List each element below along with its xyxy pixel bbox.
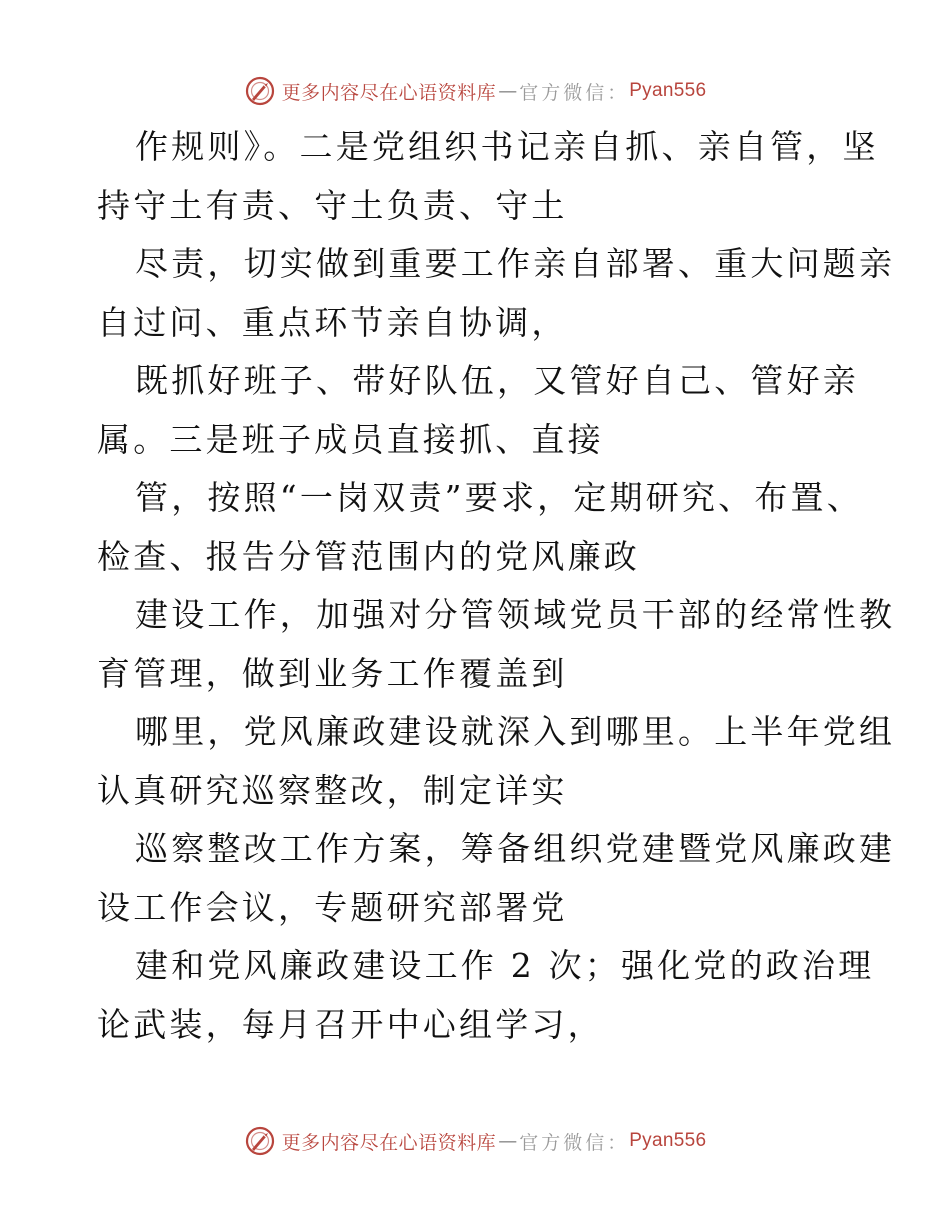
paragraph-3-line-1: 既抓好班子、带好队伍，又管好自己、管好亲 <box>135 361 859 400</box>
pen-nib-circle-icon <box>244 75 276 107</box>
paragraph-1-line-1: 作规则》。二是党组织书记亲自抓、亲自管，坚 <box>135 127 879 166</box>
footer-watermark <box>0 1124 950 1158</box>
watermark-account-id: Pyan556 <box>629 1130 707 1151</box>
paragraph-1-line-2: 持守土有责、守土负责、守土 <box>97 185 568 225</box>
watermark-main-text: 更多内容尽在心语资料库 <box>281 1131 497 1154</box>
paragraph-3-line-2: 属。三是班子成员直接抓、直接 <box>97 419 604 459</box>
paragraph-7-line-1: 巡察整改工作方案，筹备组织党建暨党风廉政建 <box>135 829 896 868</box>
paragraph-5 <box>97 586 896 703</box>
document-body <box>97 118 896 1054</box>
paragraph-7 <box>97 820 896 937</box>
watermark-official-label: 官方微信： <box>519 1131 630 1154</box>
paragraph-5-line-1: 建设工作，加强对分管领域党员干部的经常性教 <box>135 595 896 634</box>
paragraph-6-line-2: 认真研究巡察整改，制定详实 <box>97 770 568 810</box>
watermark-official-label: 官方微信： <box>519 81 630 104</box>
paragraph-6-line-1: 哪里，党风廉政建设就深入到哪里。上半年党组 <box>135 712 896 751</box>
paragraph-2-line-1: 尽责，切实做到重要工作亲自部署、重大问题亲 <box>135 244 896 283</box>
paragraph-8 <box>97 937 875 1054</box>
paragraph-4 <box>97 469 863 586</box>
paragraph-7-line-2: 设工作会议，专题研究部署党 <box>97 887 568 927</box>
header-watermark <box>0 74 950 108</box>
paragraph-3 <box>97 352 857 469</box>
paragraph-2 <box>97 235 896 352</box>
watermark-main-text: 更多内容尽在心语资料库 <box>281 81 497 104</box>
pen-nib-circle-icon <box>244 1125 276 1157</box>
watermark-separator: — <box>498 1130 518 1152</box>
paragraph-6 <box>97 703 896 820</box>
watermark-separator: — <box>498 80 518 102</box>
paragraph-1 <box>97 118 879 235</box>
paragraph-5-line-2: 育管理，做到业务工作覆盖到 <box>97 653 568 693</box>
watermark-account-id: Pyan556 <box>629 80 707 101</box>
paragraph-2-line-2: 自过问、重点环节亲自协调， <box>97 302 568 342</box>
paragraph-4-line-2: 检查、报告分管范围内的党风廉政 <box>97 536 640 576</box>
paragraph-4-line-1: 管，按照“一岗双责”要求，定期研究、布置、 <box>135 478 863 517</box>
paragraph-8-line-1: 建和党风廉政建设工作 2 次；强化党的政治理 <box>135 946 875 985</box>
paragraph-8-line-2: 论武装，每月召开中心组学习， <box>97 1004 604 1044</box>
